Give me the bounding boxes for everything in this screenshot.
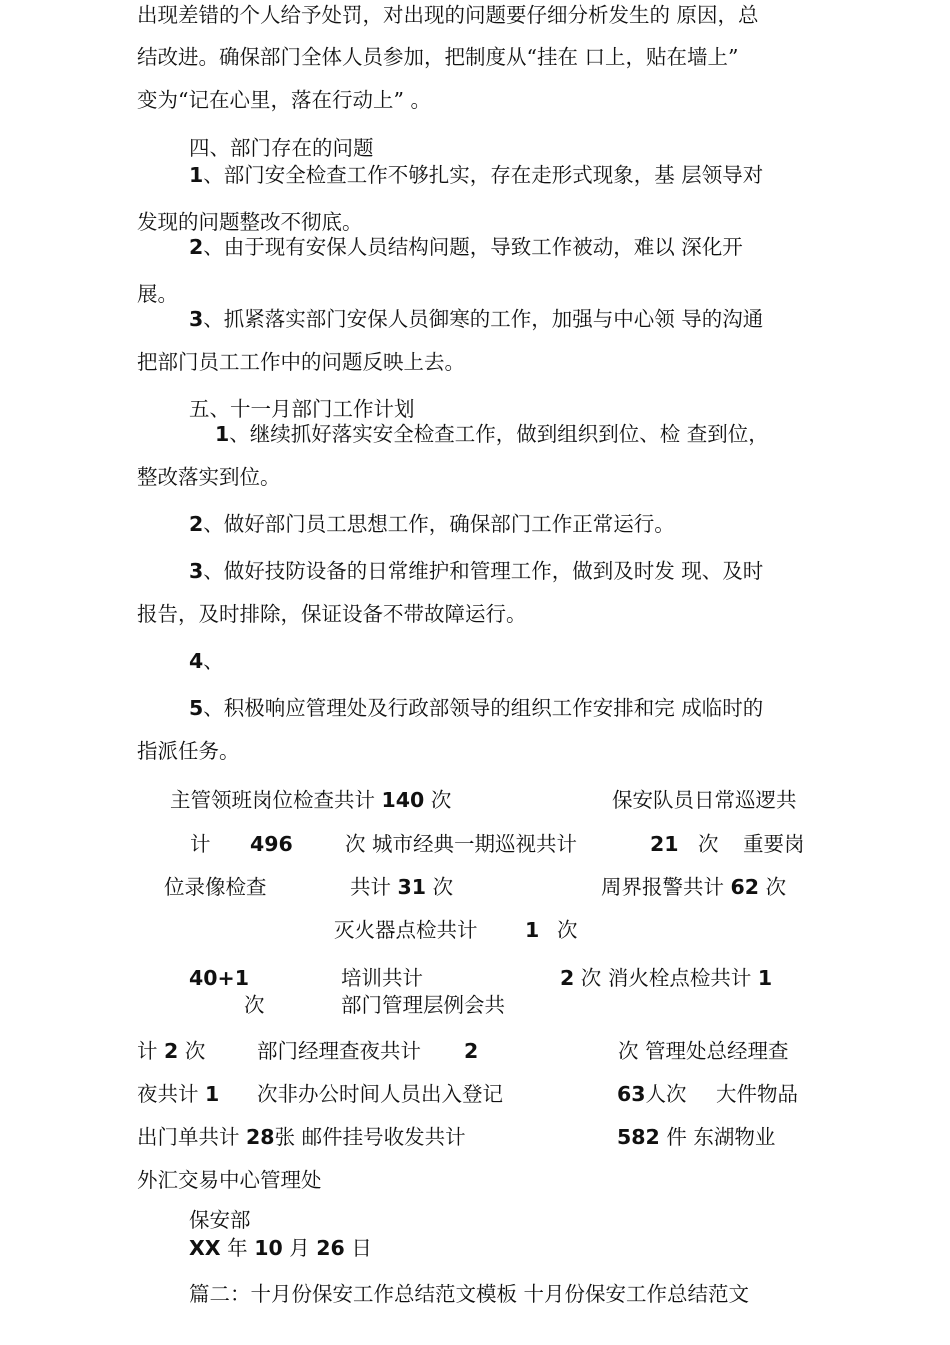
list-item [189, 307, 763, 331]
text-line: 发现的问题整改不彻底。 [137, 210, 363, 234]
section-heading: 四、部门存在的问题 [189, 136, 374, 160]
stat-line: 主管领班岗位检查共计 140 次 [170, 788, 452, 812]
stat-number: 496 [250, 832, 293, 856]
text-line: 整改落实到位。 [137, 465, 281, 489]
list-item [189, 235, 743, 259]
text-line: 展。 [137, 282, 178, 306]
stat-number: 40+1 [189, 966, 249, 990]
signature-dept: 保安部 [189, 1208, 251, 1232]
item-text: 、积极响应管理处及行政部领导的组织工作安排和完 成临时的 [203, 696, 764, 720]
stat-line: 出门单共计 28张 邮件挂号收发共计 [137, 1125, 466, 1149]
item-text: 、做好部门员工思想工作，确保部门工作正常运行。 [203, 512, 675, 536]
stat-line: 次 管理处总经理查 [618, 1039, 789, 1063]
section-heading: 五、十一月部门工作计划 [189, 397, 415, 421]
stat-number: 21 [650, 832, 679, 856]
item-text: 、抓紧落实部门安保人员御寒的工作，加强与中心领 导的沟通 [203, 307, 764, 331]
signature-date: XX 年 10 月 26 日 [189, 1236, 372, 1260]
stat-line: 次 [244, 993, 265, 1017]
item-text: 、做好技防设备的日常维护和管理工作，做到及时发 现、及时 [203, 559, 764, 583]
item-text: 、 [203, 649, 224, 673]
list-item [215, 422, 769, 446]
list-item [189, 163, 763, 187]
stat-line: 培训共计 [341, 966, 423, 990]
stat-line: 保安队员日常巡逻共 [612, 788, 797, 812]
stat-line: 共计 31 次 [350, 875, 454, 899]
item-text: 、部门安全检查工作不够扎实，存在走形式现象，基 层领导对 [203, 163, 764, 187]
list-item [189, 559, 763, 583]
item-number: 2 [189, 512, 204, 536]
stat-line: 周界报警共计 62 次 [601, 875, 787, 899]
text-line: 把部门员工工作中的问题反映上去。 [137, 350, 465, 374]
item-number: 1 [189, 163, 204, 187]
item-number: 4 [189, 649, 204, 673]
stat-line: 582 件 东湖物业 [617, 1125, 776, 1149]
item-number: 3 [189, 307, 204, 331]
stat-line: 外汇交易中心管理处 [137, 1168, 322, 1192]
text-line: 指派任务。 [137, 739, 240, 763]
stat-line: 位录像检查 [164, 875, 267, 899]
stat-line: 部门经理查夜共计 [257, 1039, 421, 1063]
item-number: 2 [189, 235, 204, 259]
stat-line: 次 [698, 832, 719, 856]
next-section-title: 篇二：十月份保安工作总结范文模板 十月份保安工作总结范文 [189, 1282, 750, 1306]
item-number: 1 [215, 422, 230, 446]
item-number: 5 [189, 696, 204, 720]
stat-line: 重要岗 [743, 832, 805, 856]
stat-number: 1 [525, 918, 540, 942]
item-text: 、由于现有安保人员结构问题，导致工作被动，难以 深化开 [203, 235, 743, 259]
stat-line: 63人次 [617, 1082, 687, 1106]
stat-line: 次 城市经典一期巡视共计 [345, 832, 578, 856]
stat-line: 2 次 消火栓点检共计 1 [560, 966, 773, 990]
item-number: 3 [189, 559, 204, 583]
text-line: 结改进。确保部门全体人员参加，把制度从“挂在 口上，贴在墙上” [137, 45, 739, 69]
stat-line: 次非办公时间人员出入登记 [257, 1082, 503, 1106]
item-text: 、继续抓好落实安全检查工作，做到组织到位、检 查到位， [229, 422, 769, 446]
list-item [189, 696, 763, 720]
list-item [189, 649, 224, 673]
text-line: 出现差错的个人给予处罚，对出现的问题要仔细分析发生的 原因，总 [137, 3, 759, 27]
stat-number: 2 [464, 1039, 479, 1063]
stat-line: 计 2 次 [137, 1039, 206, 1063]
text-line: 报告，及时排除，保证设备不带故障运行。 [137, 602, 527, 626]
stat-line: 次 [557, 918, 578, 942]
stat-line: 计 [190, 832, 211, 856]
stat-line: 部门管理层例会共 [341, 993, 505, 1017]
text-line: 变为“记在心里，落在行动上” 。 [137, 88, 431, 112]
stat-line: 大件物品 [716, 1082, 798, 1106]
stat-line: 夜共计 1 [137, 1082, 220, 1106]
stat-line: 灭火器点检共计 [334, 918, 478, 942]
list-item [189, 512, 675, 536]
